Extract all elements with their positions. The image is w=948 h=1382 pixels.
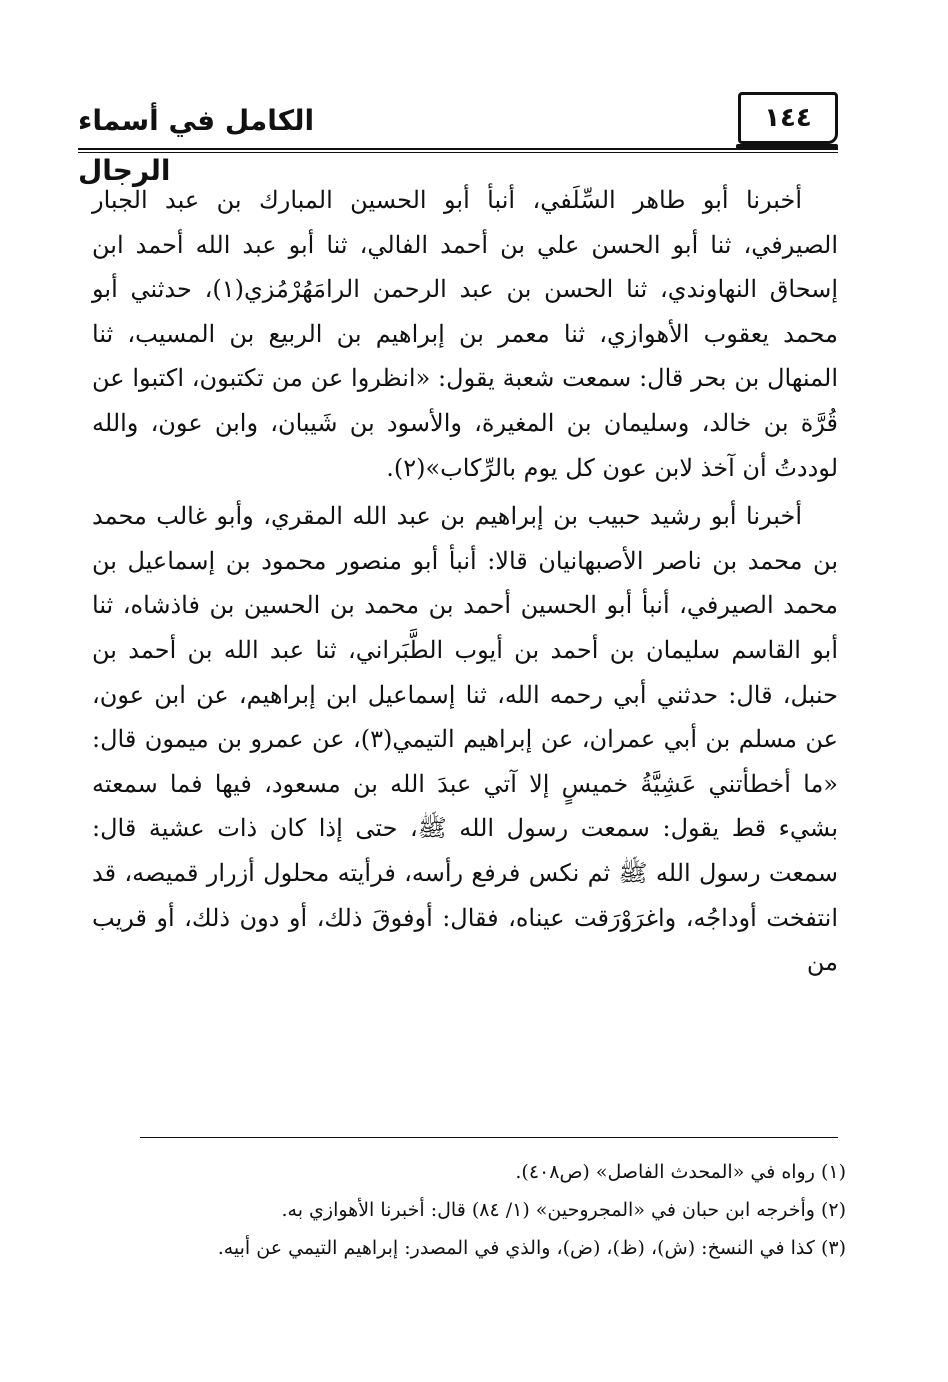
paragraph: أخبرنا أبو طاهر السِّلَفي، أنبأ أبو الحسين المبارك بن عبد الجبار الصيرفي، ثنا أبو الحسن علي بن أحمد الفالي، ثنا أبو عبد الله أحمد ابن إسحاق النهاوندي، ثنا الحسن بن عبد الرحمن الرامَهُرْمُزي(١)، حدثني أبو محمد يعقوب الأهوازي، ثنا معمر بن إبراهيم بن الربيع بن المسيب، ثنا المنهال بن بحر قال: سمعت شعبة يقول: «انظروا عن من تكتبون، اكتبوا عن قُرَّة بن خالد، وسليمان بن المغيرة، والأسود بن شَيبان، وابن عون، والله لوددتُ أن آخذ لابن عون كل يوم بالرِّكاب»(٢). — [92, 186, 839, 482]
footnotes — [92, 1153, 846, 1267]
footnote: (١) رواه في «المحدث الفاصل» (ص٤٠٨). — [515, 1161, 846, 1183]
header-rule-thin — [78, 152, 838, 153]
footnote-divider — [140, 1137, 838, 1138]
header-rule — [78, 148, 838, 150]
main-text — [92, 178, 838, 989]
footnote: (٢) وأخرجه ابن حبان في «المجروحين» (١/ ٨٤) قال: أخبرنا الأهوازي به. — [281, 1199, 846, 1221]
paragraph: أخبرنا أبو رشيد حبيب بن إبراهيم بن عبد الله المقري، وأبو غالب محمد بن محمد بن ناصر الأصبهانيان قالا: أنبأ أبو منصور محمود بن إسماعيل بن محمد الصيرفي، أنبأ أبو الحسين أحمد بن محمد بن الحسين بن فاذشاه، ثنا أبو القاسم سليمان بن أحمد بن أيوب الطَّبَراني، ثنا عبد الله بن أحمد بن حنبل، قال: حدثني أبي رحمه الله، ثنا إسماعيل ابن إبراهيم، عن ابن عون، عن مسلم بن أبي عمران، عن إبراهيم التيمي(٣)، عن عمرو بن ميمون قال: «ما أخطأتني عَشِيَّةُ خميسٍ إلا آتي عبدَ الله بن مسعود، فيها فما سمعته بشيء قط يقول: سمعت رسول الله ﷺ، حتى إذا كان ذات عشية قال: سمعت رسول الله ﷺ ثم نكس فرفع رأسه، فرأيته محلول أزرار قميصه، قد انتفخت أوداجُه، واغرَوْرَقت عيناه، فقال: أوفوقَ ذلك، أو دون ذلك، أو قريب من — [92, 502, 838, 977]
footnote: (٣) كذا في النسخ: (ش)، (ظ)، (ض)، والذي في المصدر: إبراهيم التيمي عن أبيه. — [217, 1237, 846, 1259]
book-title: الكامل في أسماء الرجال — [78, 104, 315, 187]
running-header — [78, 92, 838, 187]
page-number: ١٤٤ — [738, 92, 838, 144]
